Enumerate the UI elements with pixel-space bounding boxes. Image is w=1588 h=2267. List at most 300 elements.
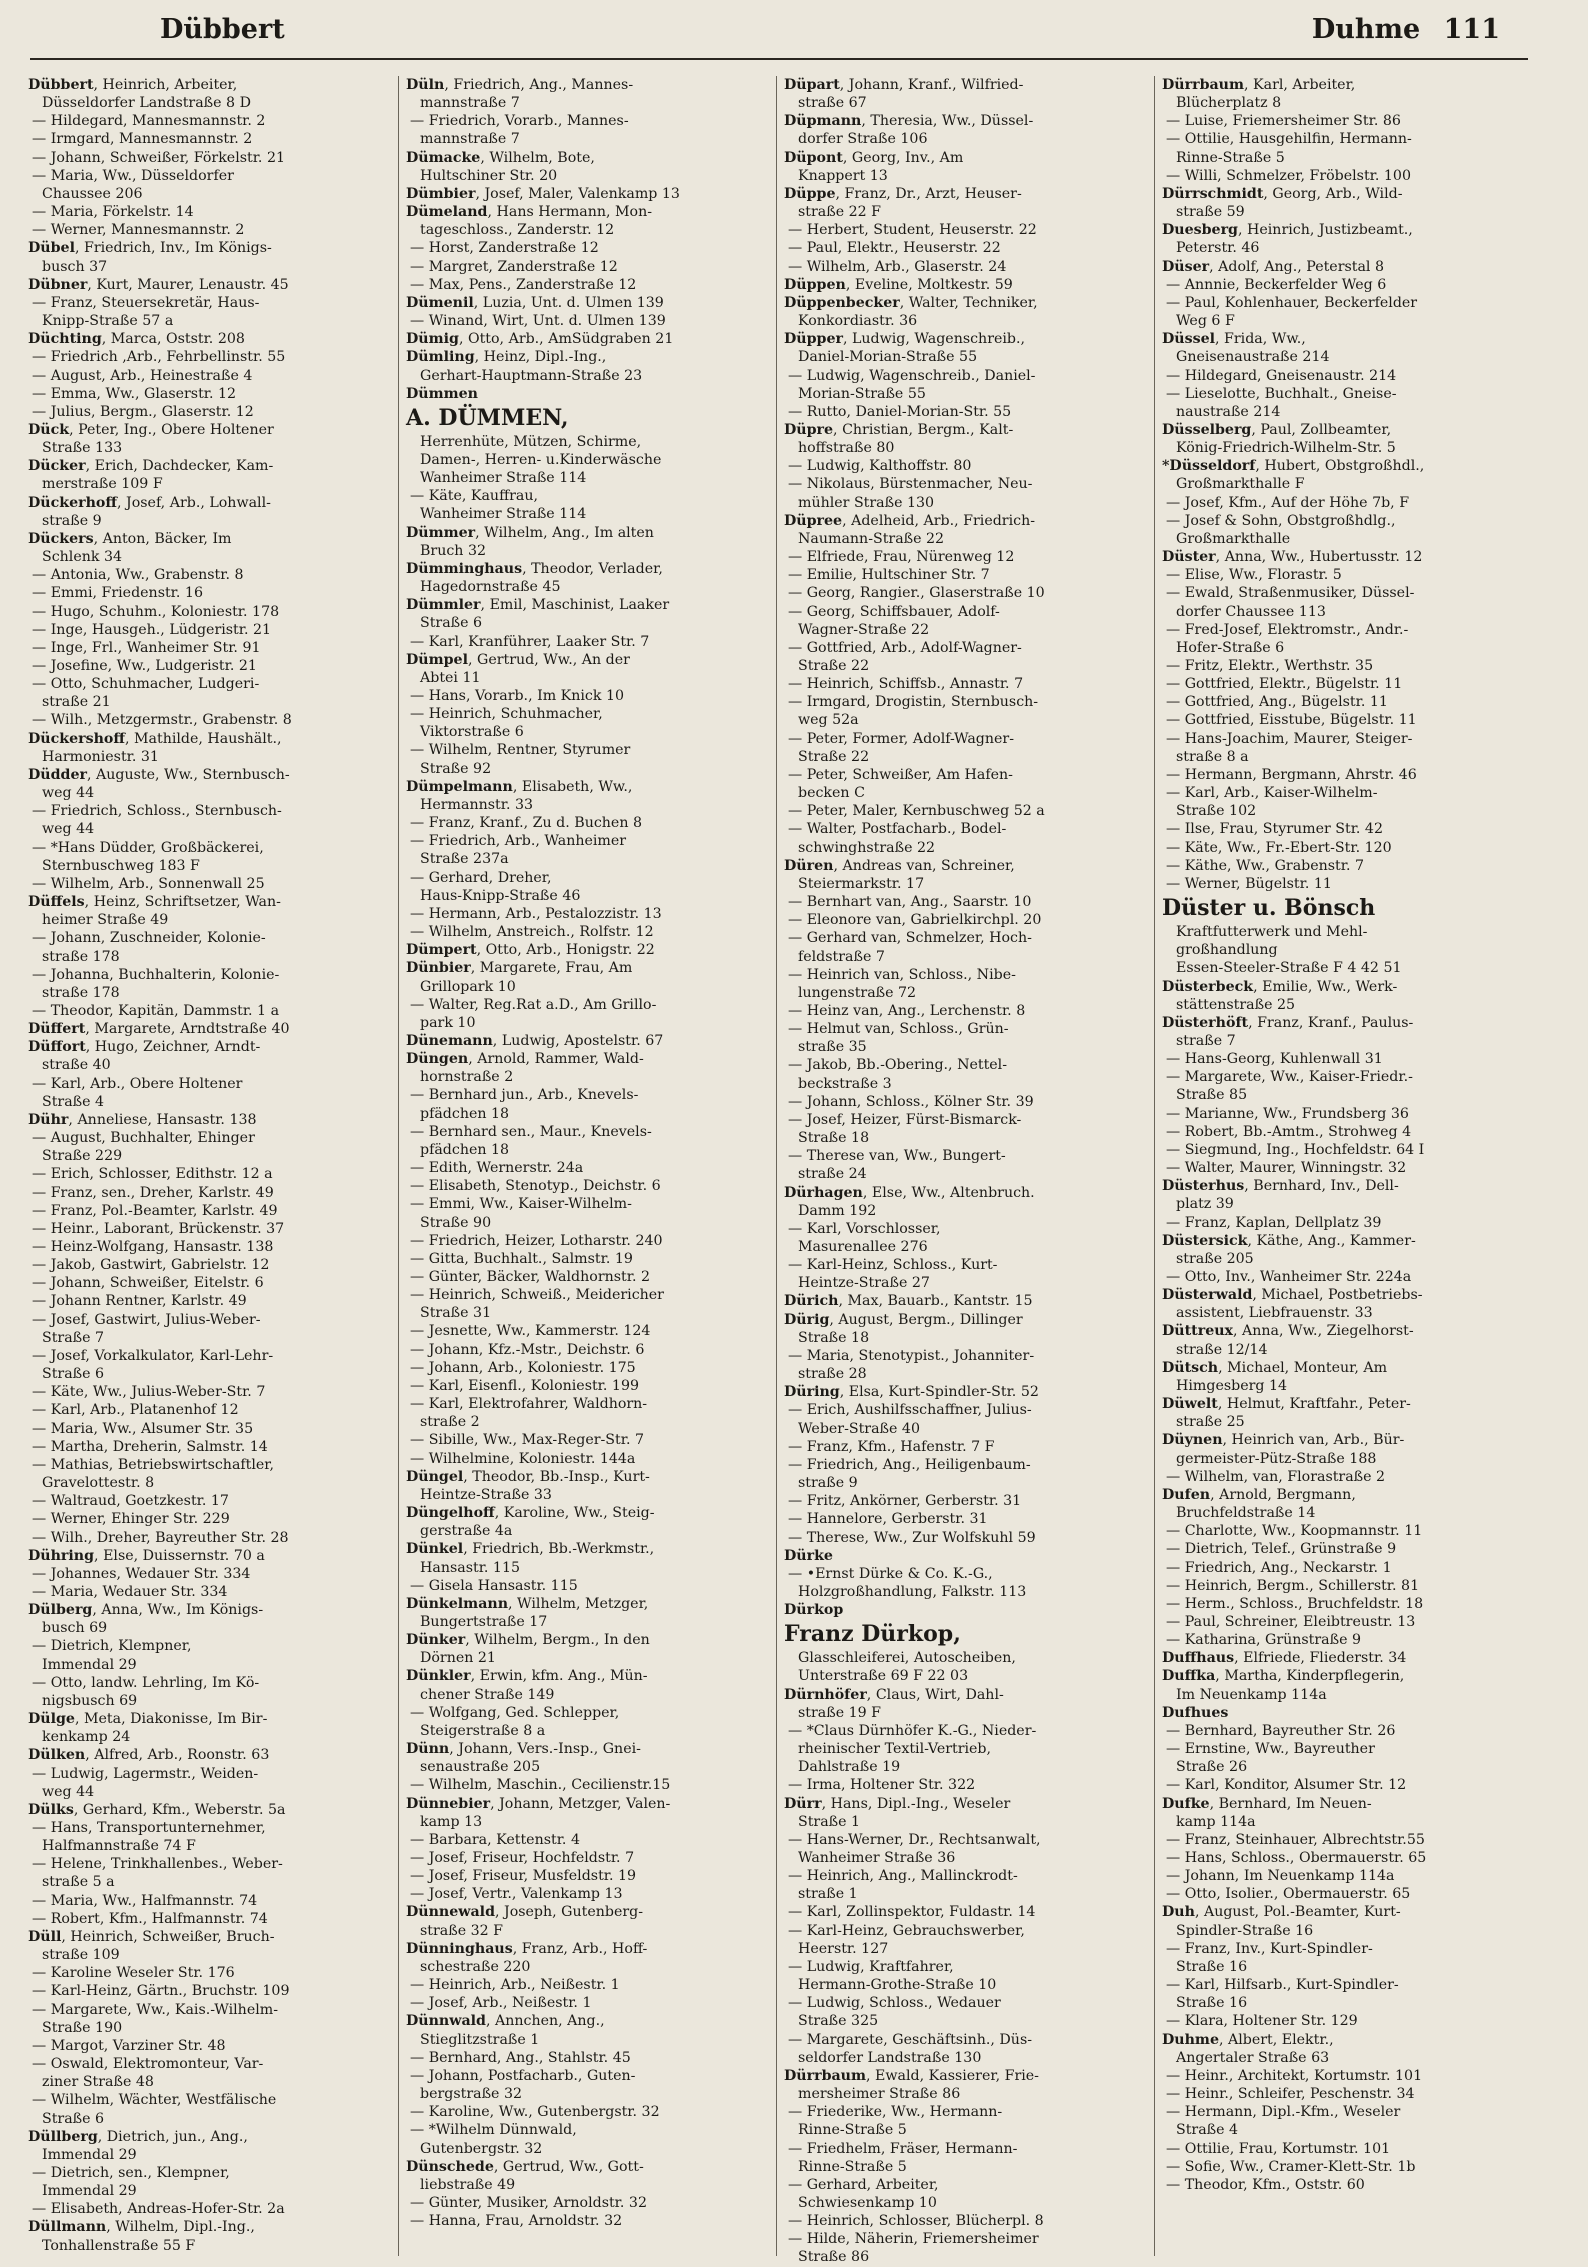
directory-line: — Dietrich, sen., Klempner,: [32, 2164, 230, 2181]
directory-line: — Herm., Schloss., Bruchfeldstr. 18: [1166, 1595, 1424, 1612]
directory-line: Naumann-Straße 22: [798, 530, 945, 547]
directory-line: Dufen, Arnold, Bergmann,: [1162, 1486, 1356, 1503]
directory-line: — Hans, Transportunternehmer,: [32, 1820, 266, 1836]
directory-line: — Siegmund, Ing., Hochfeldstr. 64 I: [1166, 1141, 1425, 1158]
directory-line: — Wilhelm, van, Florastraße 2: [1166, 1468, 1386, 1485]
directory-line: — Wilhelm, Arb., Sonnenwall 25: [32, 875, 265, 892]
directory-line: — Jakob, Gastwirt, Gabrielstr. 12: [32, 1257, 270, 1274]
directory-line: — Wilh., Metzgermstr., Grabenstr. 8: [32, 712, 292, 729]
directory-line: — Maria, Ww., Halfmannstr. 74: [32, 1892, 258, 1909]
directory-line: Hofer-Straße 6: [1176, 639, 1285, 656]
directory-line: Dürrschmidt, Georg, Arb., Wild-: [1162, 185, 1403, 202]
directory-line: — Friedrich, Schloss., Sternbusch-: [32, 803, 282, 820]
directory-line: — Käte, Ww., Julius-Weber-Str. 7: [32, 1384, 266, 1401]
directory-line: Hermann-Grothe-Straße 10: [798, 1977, 997, 1994]
directory-line: — Franz, Kaplan, Dellplatz 39: [1166, 1214, 1382, 1231]
directory-line: Tonhallenstraße 55 F: [42, 2237, 196, 2254]
directory-line: — Klara, Holtener Str. 129: [1166, 2013, 1358, 2030]
directory-line: tageschloss., Zanderstr. 12: [420, 222, 615, 239]
directory-line: — Emma, Ww., Glaserstr. 12: [32, 385, 237, 402]
directory-line: — Helene, Trinkhallenbes., Weber-: [32, 1856, 283, 1873]
directory-line: busch 37: [42, 258, 108, 275]
directory-line: kenkamp 24: [42, 1729, 131, 1746]
column-divider: [776, 76, 777, 2256]
directory-line: — August, Arb., Heinestraße 4: [32, 367, 253, 384]
directory-line: Düsterwald, Michael, Postbetriebs-: [1162, 1287, 1423, 1304]
directory-line: Großmarkthalle: [1176, 530, 1291, 547]
directory-line: Dümmen: [406, 385, 478, 402]
directory-line: Straße 6: [42, 2110, 105, 2127]
directory-line: — Hugo, Schuhm., Koloniestr. 178: [32, 603, 280, 620]
column-2: [406, 76, 768, 2256]
directory-line: Düsterhus, Bernhard, Inv., Dell-: [1162, 1178, 1399, 1195]
directory-line: — Werner, Mannesmannstr. 2: [32, 222, 245, 239]
directory-line: — Heinrich, Schlosser, Blücherpl. 8: [788, 2213, 1044, 2230]
directory-line: — Heinrich van, Schloss., Nibe-: [788, 966, 1016, 983]
directory-line: Dünnewald, Joseph, Gutenberg-: [406, 1904, 644, 1921]
directory-line: — Josef, Arb., Neißestr. 1: [410, 1995, 592, 2012]
directory-line: lungenstraße 72: [798, 984, 917, 1001]
directory-line: — Hans, Schloss., Obermauerstr. 65: [1166, 1850, 1427, 1866]
directory-line: Dückershoff, Mathilde, Haushält.,: [28, 730, 282, 747]
directory-line: schwinghstraße 22: [798, 839, 936, 856]
business-heading: Düster u. Bönsch: [1162, 895, 1376, 922]
directory-line: bergstraße 32: [420, 2086, 523, 2103]
directory-line: Wanheimer Straße 114: [420, 506, 587, 523]
directory-line: — Bernhard, Bayreuther Str. 26: [1166, 1722, 1396, 1739]
directory-line: straße 2: [420, 1414, 480, 1431]
directory-line: — Margot, Varziner Str. 48: [32, 2037, 226, 2054]
directory-line: liebstraße 49: [420, 2176, 516, 2193]
directory-line: Straße 22: [798, 748, 870, 765]
directory-line: — Wilhelm, Arb., Glaserstr. 24: [788, 258, 1007, 275]
directory-line: Straße 18: [798, 1130, 870, 1147]
directory-line: — Georg, Rangier., Glaserstraße 10: [788, 585, 1045, 602]
directory-line: — Hannelore, Gerberstr. 31: [788, 1511, 988, 1528]
directory-line: Essen-Steeler-Straße F 4 42 51: [1176, 960, 1402, 977]
directory-line: — Josef, Vertr., Valenkamp 13: [410, 1886, 623, 1903]
directory-line: weg 44: [42, 785, 95, 802]
directory-line: kamp 13: [420, 1813, 483, 1830]
directory-line: Dünnwald, Annchen, Ang.,: [406, 2013, 605, 2030]
directory-line: — Elisabeth, Andreas-Hofer-Str. 2a: [32, 2201, 285, 2218]
directory-line: — Eleonore van, Gabrielkirchpl. 20: [788, 912, 1042, 929]
directory-line: — Edith, Wernerstr. 24a: [410, 1160, 584, 1177]
directory-line: Rinne-Straße 5: [798, 2122, 907, 2139]
directory-line: — Josef & Sohn, Obstgroßhdlg.,: [1166, 512, 1396, 529]
directory-line: — Josef, Friseur, Hochfeldstr. 7: [410, 1850, 635, 1866]
directory-line: — Gottfried, Ang., Bügelstr. 11: [1166, 694, 1388, 711]
directory-line: Weg 6 F: [1176, 313, 1235, 330]
directory-line: Straße 4: [1176, 2122, 1239, 2139]
directory-line: — Herbert, Student, Heuserstr. 22: [788, 222, 1037, 239]
directory-line: — Inge, Frl., Wanheimer Str. 91: [32, 639, 261, 656]
directory-line: straße 5 a: [42, 1874, 115, 1891]
directory-line: Straße 90: [420, 1214, 492, 1231]
directory-line: — Fritz, Elektr., Werthstr. 35: [1166, 658, 1374, 674]
directory-line: Unterstraße 69 F 22 03: [798, 1668, 969, 1685]
directory-line: Morian-Straße 55: [798, 385, 926, 402]
directory-line: pfädchen 18: [420, 1105, 510, 1122]
directory-line: Duffka, Martha, Kinderpflegerin,: [1162, 1668, 1405, 1685]
directory-line: — Friedrich, Arb., Wanheimer: [410, 833, 627, 850]
directory-line: Dütsch, Michael, Monteur, Am: [1162, 1359, 1388, 1376]
header-last-entry-page-number: Duhme 111: [1311, 14, 1500, 45]
directory-line: — Annnie, Beckerfelder Weg 6: [1166, 276, 1387, 293]
directory-line: — Friedrich, Heizer, Lotharstr. 240: [410, 1232, 663, 1249]
directory-line: Dünnebier, Johann, Metzger, Valen-: [406, 1795, 671, 1812]
directory-line: Straße 325: [798, 2013, 879, 2030]
directory-line: — Friedhelm, Fräser, Hermann-: [788, 2140, 1018, 2157]
directory-line: Düpmann, Theresia, Ww., Düssel-: [784, 113, 1034, 130]
directory-line: Dürich, Max, Bauarb., Kantstr. 15: [784, 1293, 1033, 1310]
directory-line: Düsterhöft, Franz, Kranf., Paulus-: [1162, 1014, 1414, 1031]
directory-line: Dübbert, Heinrich, Arbeiter,: [28, 77, 238, 93]
column-divider: [398, 76, 399, 2256]
directory-line: Duesberg, Heinrich, Justizbeamt.,: [1162, 222, 1413, 239]
directory-line: — Karoline Weseler Str. 176: [32, 1965, 235, 1982]
directory-line: — Friedrich ,Arb., Fehrbellinstr. 55: [32, 349, 286, 366]
directory-line: — Peter, Schweißer, Am Hafen-: [788, 766, 1013, 783]
directory-line: Dübel, Friedrich, Inv., Im Königs-: [28, 240, 272, 257]
directory-line: — Karl, Kranführer, Laaker Str. 7: [410, 633, 650, 650]
directory-line: straße 8 a: [1176, 748, 1249, 765]
directory-line: platz 39: [1176, 1196, 1234, 1213]
directory-line: Dümminghaus, Theodor, Verlader,: [406, 560, 663, 577]
directory-line: — Elfriede, Frau, Nürenweg 12: [788, 549, 1015, 566]
directory-line: — Katharina, Grünstraße 9: [1166, 1632, 1362, 1649]
directory-line: Im Neuenkamp 114a: [1176, 1686, 1327, 1703]
directory-line: gerstraße 4a: [420, 1523, 513, 1540]
directory-line: Dürkop: [784, 1602, 844, 1619]
directory-line: — Robert, Kfm., Halfmannstr. 74: [32, 1910, 268, 1927]
directory-line: — Margret, Zanderstraße 12: [410, 258, 618, 275]
directory-line: — Barbara, Kettenstr. 4: [410, 1831, 580, 1848]
directory-line: — Hans-Werner, Dr., Rechtsanwalt,: [788, 1831, 1041, 1848]
directory-line: Dülge, Meta, Diakonisse, Im Bir-: [28, 1711, 268, 1728]
directory-line: — Heinr., Architekt, Kortumstr. 101: [1166, 2067, 1423, 2084]
directory-line: — Rutto, Daniel-Morian-Str. 55: [788, 403, 1012, 420]
directory-line: — Paul, Elektr., Heuserstr. 22: [788, 240, 1001, 257]
directory-line: — Hermann, Dipl.-Kfm., Weseler: [1166, 2104, 1401, 2121]
directory-line: Straße 86: [798, 2249, 870, 2266]
directory-line: rheinischer Textil-Vertrieb,: [798, 1741, 992, 1758]
directory-line: heimer Straße 49: [42, 912, 169, 929]
directory-line: Knappert 13: [798, 167, 888, 184]
directory-line: — Ewald, Straßenmusiker, Düssel-: [1166, 585, 1415, 602]
directory-line: Straße 6: [420, 615, 483, 632]
directory-line: Chaussee 206: [42, 185, 143, 202]
directory-line: — Julius, Bergm., Glaserstr. 12: [32, 403, 254, 420]
directory-line: — Josef, Kfm., Auf der Höhe 7b, F: [1166, 494, 1410, 511]
directory-line: Abtei 11: [420, 669, 481, 686]
directory-line: — Heinr., Laborant, Brückenstr. 37: [32, 1220, 285, 1237]
directory-line: — Käte, Ww., Fr.-Ebert-Str. 120: [1166, 839, 1392, 856]
directory-line: Dünschede, Gertrud, Ww., Gott-: [406, 2158, 644, 2175]
directory-line: Düppenbecker, Walter, Techniker,: [784, 294, 1038, 311]
directory-line: Konkordiastr. 36: [798, 313, 918, 330]
directory-line: hornstraße 2: [420, 1069, 514, 1086]
directory-line: Rinne-Straße 5: [798, 2158, 907, 2175]
directory-line: — Sofie, Ww., Cramer-Klett-Str. 1b: [1166, 2158, 1416, 2175]
directory-line: — Margarete, Geschäftsinh., Düs-: [788, 2031, 1033, 2048]
directory-line: straße 40: [42, 1057, 111, 1074]
directory-line: — Ludwig, Lagermstr., Weiden-: [32, 1765, 259, 1782]
directory-line: Daniel-Morian-Straße 55: [798, 349, 978, 366]
directory-line: — Winand, Wirt, Unt. d. Ulmen 139: [410, 313, 666, 330]
directory-line: — Georg, Schiffsbauer, Adolf-: [788, 603, 1000, 620]
directory-line: Immendal 29: [42, 2146, 137, 2163]
directory-line: — Otto, Inv., Wanheimer Str. 224a: [1166, 1269, 1412, 1285]
directory-line: — *Hans Düdder, Großbäckerei,: [32, 839, 264, 856]
directory-line: — Walter, Reg.Rat a.D., Am Grillo-: [410, 996, 657, 1013]
directory-line: — Johann, Im Neuenkamp 114a: [1166, 1868, 1395, 1885]
directory-line: — Johann, Schweißer, Eitelstr. 6: [32, 1275, 264, 1292]
directory-line: — Marianne, Ww., Frundsberg 36: [1166, 1105, 1409, 1122]
directory-line: — Johann, Zuschneider, Kolonie-: [32, 930, 266, 947]
directory-line: — Werner, Bügelstr. 11: [1166, 875, 1332, 892]
directory-line: Straße 85: [1176, 1087, 1248, 1104]
directory-line: Dürke: [784, 1547, 833, 1564]
directory-line: — Johanna, Buchhalterin, Kolonie-: [32, 966, 280, 983]
directory-line: — Gottfried, Elektr., Bügelstr. 11: [1166, 676, 1403, 693]
directory-line: straße 205: [1176, 1250, 1254, 1267]
directory-line: Sternbuschweg 183 F: [42, 857, 200, 874]
directory-line: Straße 92: [420, 760, 492, 777]
directory-line: — Karl, Konditor, Alsumer Str. 12: [1166, 1777, 1407, 1794]
directory-line: straße 12/14: [1176, 1341, 1268, 1358]
directory-line: straße 35: [798, 1039, 867, 1056]
directory-line: — Franz, Inv., Kurt-Spindler-: [1166, 1940, 1373, 1957]
directory-line: — Wilhelm, Rentner, Styrumer: [410, 742, 631, 759]
directory-line: Dück, Peter, Ing., Obere Holtener: [28, 421, 274, 438]
directory-line: Düttreux, Anna, Ww., Ziegelhorst-: [1162, 1323, 1414, 1340]
directory-line: Duh, August, Pol.-Beamter, Kurt-: [1162, 1904, 1401, 1921]
directory-line: — Inge, Hausgeh., Lüdgeristr. 21: [32, 621, 272, 638]
directory-line: — Horst, Zanderstraße 12: [410, 240, 599, 257]
directory-line: — Gitta, Buchhalt., Salmstr. 19: [410, 1250, 633, 1267]
directory-line: Düffert, Margarete, Arndtstraße 40: [28, 1021, 290, 1038]
directory-line: — Hildegard, Gneisenaustr. 214: [1166, 367, 1397, 384]
directory-line: — Waltraud, Goetzkestr. 17: [32, 1493, 229, 1510]
directory-line: — Helmut van, Schloss., Grün-: [788, 1021, 1009, 1038]
directory-line: Düssel, Frida, Ww.,: [1162, 331, 1306, 348]
directory-line: Bruchfeldstraße 14: [1176, 1505, 1316, 1522]
directory-line: — Theodor, Kfm., Oststr. 60: [1166, 2176, 1365, 2193]
directory-line: Straße 133: [42, 440, 123, 457]
directory-line: Düllberg, Dietrich, jun., Ang.,: [28, 2128, 248, 2145]
directory-line: — Therese van, Ww., Bungert-: [788, 1148, 1006, 1165]
directory-line: — Elise, Ww., Florastr. 5: [1166, 567, 1342, 584]
directory-line: Haus-Knipp-Straße 46: [420, 887, 581, 904]
directory-line: — Hans-Joachim, Maurer, Steiger-: [1166, 730, 1413, 747]
directory-line: Düngel, Theodor, Bb.-Insp., Kurt-: [406, 1468, 650, 1485]
directory-line: — Walter, Maurer, Winningstr. 32: [1166, 1160, 1407, 1177]
directory-line: — Peter, Maler, Kernbuschweg 52 a: [788, 803, 1045, 820]
directory-line: — Antonia, Ww., Grabenstr. 8: [32, 567, 244, 584]
directory-line: weg 44: [42, 1783, 95, 1800]
directory-line: beckstraße 3: [798, 1075, 892, 1092]
directory-line: — Franz, Steinhauer, Albrechtstr.55: [1166, 1831, 1425, 1848]
directory-line: Dufke, Bernhard, Im Neuen-: [1162, 1795, 1372, 1812]
directory-line: — Elisabeth, Stenotyp., Deichstr. 6: [410, 1178, 661, 1195]
directory-line: — Heinrich, Schiffsb., Annastr. 7: [788, 676, 1024, 693]
directory-line: Masurenallee 276: [798, 1239, 928, 1255]
directory-line: — Heinrich, Bergm., Schillerstr. 81: [1166, 1577, 1420, 1594]
directory-line: Düsterbeck, Emilie, Ww., Werk-: [1162, 978, 1398, 995]
directory-line: — Emmi, Ww., Kaiser-Wilhelm-: [410, 1196, 632, 1213]
directory-line: Straße 4: [42, 1093, 105, 1110]
directory-line: Dümpelmann, Elisabeth, Ww.,: [406, 778, 633, 795]
directory-line: Dünbier, Margarete, Frau, Am: [406, 960, 633, 977]
directory-line: — Gisela Hansastr. 115: [410, 1577, 578, 1594]
directory-line: Düsseldorfer Landstraße 8 D: [42, 95, 251, 112]
directory-line: — Josef, Gastwirt, Julius-Weber-: [32, 1311, 261, 1328]
directory-line: Straße 16: [1176, 1995, 1248, 2012]
directory-line: Düpper, Ludwig, Wagenschreib.,: [784, 331, 1026, 348]
directory-line: Gutenbergstr. 32: [420, 2140, 543, 2157]
directory-line: Peterstr. 46: [1176, 240, 1260, 257]
directory-line: — Johannes, Wedauer Str. 334: [32, 1565, 251, 1582]
directory-line: straße 1: [798, 1886, 858, 1903]
directory-line: ziner Straße 48: [42, 2074, 154, 2091]
directory-line: — Gerhard van, Schmelzer, Hoch-: [788, 930, 1032, 947]
directory-line: — Luise, Friemersheimer Str. 86: [1166, 113, 1401, 130]
directory-line: — Emmi, Friedenstr. 16: [32, 585, 203, 602]
directory-line: — Karl, Elektrofahrer, Waldhorn-: [410, 1396, 648, 1413]
directory-line: Dürnhöfer, Claus, Wirt, Dahl-: [784, 1686, 1004, 1703]
directory-line: Wagner-Straße 22: [798, 621, 930, 638]
directory-line: Düffort, Hugo, Zeichner, Arndt-: [28, 1039, 261, 1056]
directory-line: — Franz, sen., Dreher, Karlstr. 49: [32, 1184, 274, 1201]
directory-line: — Wolfgang, Ged. Schlepper,: [410, 1704, 620, 1721]
directory-line: Viktorstraße 6: [420, 724, 524, 741]
directory-line: — Josef, Vorkalkulator, Karl-Lehr-: [32, 1347, 274, 1364]
directory-line: Dünkel, Friedrich, Bb.-Werkmstr.,: [406, 1541, 655, 1558]
directory-line: straße 19 F: [798, 1704, 882, 1721]
directory-columns: [28, 76, 1524, 2266]
directory-line: Steigerstraße 8 a: [420, 1722, 546, 1739]
directory-line: Straße 1: [798, 1813, 861, 1830]
column-1: [28, 76, 390, 2256]
directory-line: — Ludwig, Kalthoffstr. 80: [788, 458, 972, 475]
directory-line: straße 32 F: [420, 1922, 504, 1939]
directory-line: — Gerhard, Arbeiter,: [788, 2176, 939, 2193]
directory-line: Duhme, Albert, Elektr.,: [1162, 2031, 1334, 2048]
directory-line: — Heinrich, Schweiß., Meidericher: [410, 1287, 664, 1304]
directory-line: Düpree, Adelheid, Arb., Friedrich-: [784, 512, 1036, 529]
directory-line: Gravelottestr. 8: [42, 1475, 155, 1492]
directory-line: Dümmer, Wilhelm, Ang., Im alten: [406, 524, 654, 541]
directory-line: — Erich, Aushilfsschaffner, Julius-: [788, 1402, 1032, 1419]
directory-line: — Heinrich, Schuhmacher,: [410, 706, 603, 723]
directory-line: straße 22 F: [798, 204, 882, 221]
directory-line: dorfer Chaussee 113: [1176, 603, 1326, 620]
directory-line: Kraftfutterwerk und Mehl-: [1176, 924, 1368, 941]
directory-line: nigsbusch 69: [42, 1692, 138, 1709]
directory-line: — Ludwig, Schloss., Wedauer: [788, 1995, 1001, 2012]
directory-line: — Theodor, Kapitän, Dammstr. 1 a: [32, 1002, 280, 1019]
directory-line: straße 25: [1176, 1414, 1245, 1431]
directory-line: Immendal 29: [42, 1656, 137, 1673]
directory-line: — Dietrich, Klempner,: [32, 1638, 192, 1655]
directory-line: Großmarkthalle F: [1176, 476, 1305, 493]
directory-line: Düln, Friedrich, Ang., Mannes-: [406, 77, 634, 93]
directory-line: — Irmgard, Drogistin, Sternbusch-: [788, 694, 1039, 711]
directory-line: Straße 16: [1176, 1958, 1248, 1975]
directory-line: Dünker, Wilhelm, Bergm., In den: [406, 1632, 650, 1649]
column-3: [784, 76, 1146, 2266]
directory-line: — Otto, Isolier., Obermauerstr. 65: [1166, 1886, 1411, 1903]
directory-line: Dümig, Otto, Arb., AmSüdgraben 21: [406, 331, 674, 348]
directory-line: Himgesberg 14: [1176, 1377, 1288, 1394]
directory-line: seldorfer Landstraße 130: [798, 2049, 982, 2066]
directory-line: — Peter, Former, Adolf-Wagner-: [788, 730, 1014, 747]
directory-line: *Düsseldorf, Hubert, Obstgroßhdl.,: [1162, 458, 1425, 475]
directory-line: straße 9: [798, 1475, 858, 1492]
directory-line: — Jakob, Bb.-Obering., Nettel-: [788, 1057, 1008, 1074]
directory-line: Düngen, Arnold, Rammer, Wald-: [406, 1051, 644, 1068]
directory-line: — Hermann, Bergmann, Ahrstr. 46: [1166, 766, 1417, 783]
directory-line: Düdder, Auguste, Ww., Sternbusch-: [28, 766, 290, 783]
directory-line: Düring, Elsa, Kurt-Spindler-Str. 52: [784, 1384, 1039, 1401]
directory-line: Dürhagen, Else, Ww., Altenbruch.: [784, 1184, 1035, 1201]
directory-line: — Erich, Schlosser, Edithstr. 12 a: [32, 1166, 273, 1183]
directory-line: — Johann, Arb., Koloniestr. 175: [410, 1359, 636, 1376]
directory-line: — Nikolaus, Bürstenmacher, Neu-: [788, 476, 1033, 493]
directory-line: — Josef, Heizer, Fürst-Bismarck-: [788, 1111, 1022, 1128]
directory-line: — Emilie, Hultschiner Str. 7: [788, 567, 990, 584]
directory-line: — Otto, Schuhmacher, Ludgeri-: [32, 676, 260, 693]
directory-line: — Walter, Postfacharb., Bodel-: [788, 821, 1007, 838]
directory-line: — Gerhard, Dreher,: [410, 869, 552, 886]
directory-line: — Karl, Eisenfl., Koloniestr. 199: [410, 1377, 640, 1394]
directory-line: Dühr, Anneliese, Hansastr. 138: [28, 1111, 257, 1128]
directory-line: — Heinz van, Ang., Lerchenstr. 8: [788, 1002, 1026, 1019]
directory-line: Dückers, Anton, Bäcker, Im: [28, 530, 232, 547]
directory-line: Heintze-Straße 33: [420, 1486, 552, 1503]
directory-line: — Franz, Kranf., Zu d. Buchen 8: [410, 815, 642, 832]
directory-line: pfädchen 18: [420, 1141, 510, 1158]
directory-line: merstraße 109 F: [42, 476, 163, 493]
directory-line: Düpart, Johann, Kranf., Wilfried-: [784, 77, 1024, 93]
page-header: [30, 0, 1528, 60]
directory-line: Heerstr. 127: [798, 1940, 889, 1957]
directory-line: — Karoline, Ww., Gutenbergstr. 32: [410, 2104, 660, 2121]
directory-line: Hagedornstraße 45: [420, 579, 561, 596]
directory-line: — Johann Rentner, Karlstr. 49: [32, 1293, 247, 1310]
directory-line: Rinne-Straße 5: [1176, 149, 1285, 166]
directory-line: Dümacke, Wilhelm, Bote,: [406, 149, 595, 166]
directory-line: — Ernstine, Ww., Bayreuther: [1166, 1741, 1375, 1758]
directory-line: Dünkler, Erwin, kfm. Ang., Mün-: [406, 1668, 648, 1685]
directory-line: straße 7: [1176, 1032, 1236, 1049]
directory-line: Damm 192: [798, 1202, 877, 1219]
directory-line: — Oswald, Elektromonteur, Var-: [32, 2056, 264, 2073]
directory-line: — Karl, Arb., Obere Holtener: [32, 1075, 243, 1092]
directory-line: Wanheimer Straße 36: [798, 1850, 956, 1866]
business-heading: A. DÜMMEN,: [406, 404, 569, 431]
directory-line: weg 44: [42, 821, 95, 838]
directory-line: — Hans, Vorarb., Im Knick 10: [410, 688, 625, 704]
directory-line: — Heinrich, Arb., Neißestr. 1: [410, 1977, 620, 1994]
directory-line: mannstraße 7: [420, 131, 520, 148]
directory-line: — *Wilhelm Dünnwald,: [410, 2122, 577, 2139]
directory-line: Halfmannstraße 74 F: [42, 1838, 196, 1855]
directory-line: — Ludwig, Wagenschreib., Daniel-: [788, 367, 1036, 384]
directory-line: Dünninghaus, Franz, Arb., Hoff-: [406, 1940, 648, 1957]
directory-line: — Friedrich, Ang., Neckarstr. 1: [1166, 1559, 1392, 1576]
